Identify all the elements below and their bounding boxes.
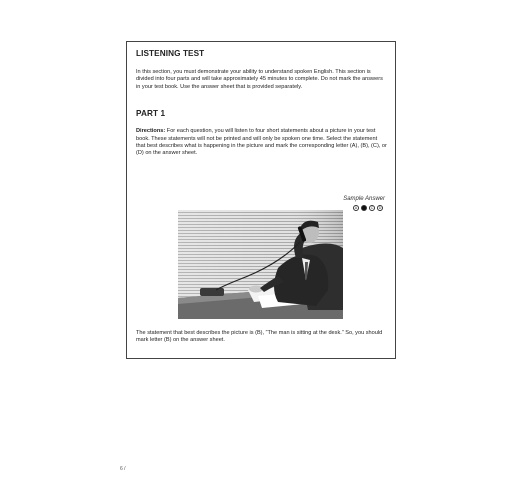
sample-answer-label: Sample Answer — [343, 196, 385, 202]
sample-photo — [178, 210, 343, 319]
listening-test-box — [126, 41, 396, 359]
sample-answer-bubbles — [353, 205, 383, 211]
page-number: 6 / — [120, 466, 126, 472]
answer-bubble-a: A — [354, 206, 358, 210]
part-directions — [136, 128, 387, 158]
man-on-phone-photo — [178, 210, 343, 319]
directions-label: Directions: — [136, 128, 166, 135]
answer-bubble-c: C — [370, 206, 374, 210]
sample-explanation: The statement that best describes the picture is (B), “The man is sitting at the desk.” So, you should mark letter (B) on the answer sheet. — [136, 330, 383, 344]
section-title: LISTENING TEST — [136, 49, 205, 58]
answer-bubble-b: B — [362, 206, 366, 210]
directions-text: For each question, you will listen to four short statements about a picture in your test book. These statements will not be printed and will only be spoken one time. Select the statement that best describes what is happening in the picture and mark the corresponding letter (A), (B), (C), or (D) on the answer sheet. — [136, 128, 387, 157]
part-title: PART 1 — [136, 109, 166, 119]
answer-bubble-d: D — [378, 206, 382, 210]
section-intro: In this section, you must demonstrate your ability to understand spoken English. This section is divided into four parts and will take approximately 45 minutes to complete. Do not mark the answers in your test book. Use the answer sheet that is provided separately. — [136, 69, 383, 90]
